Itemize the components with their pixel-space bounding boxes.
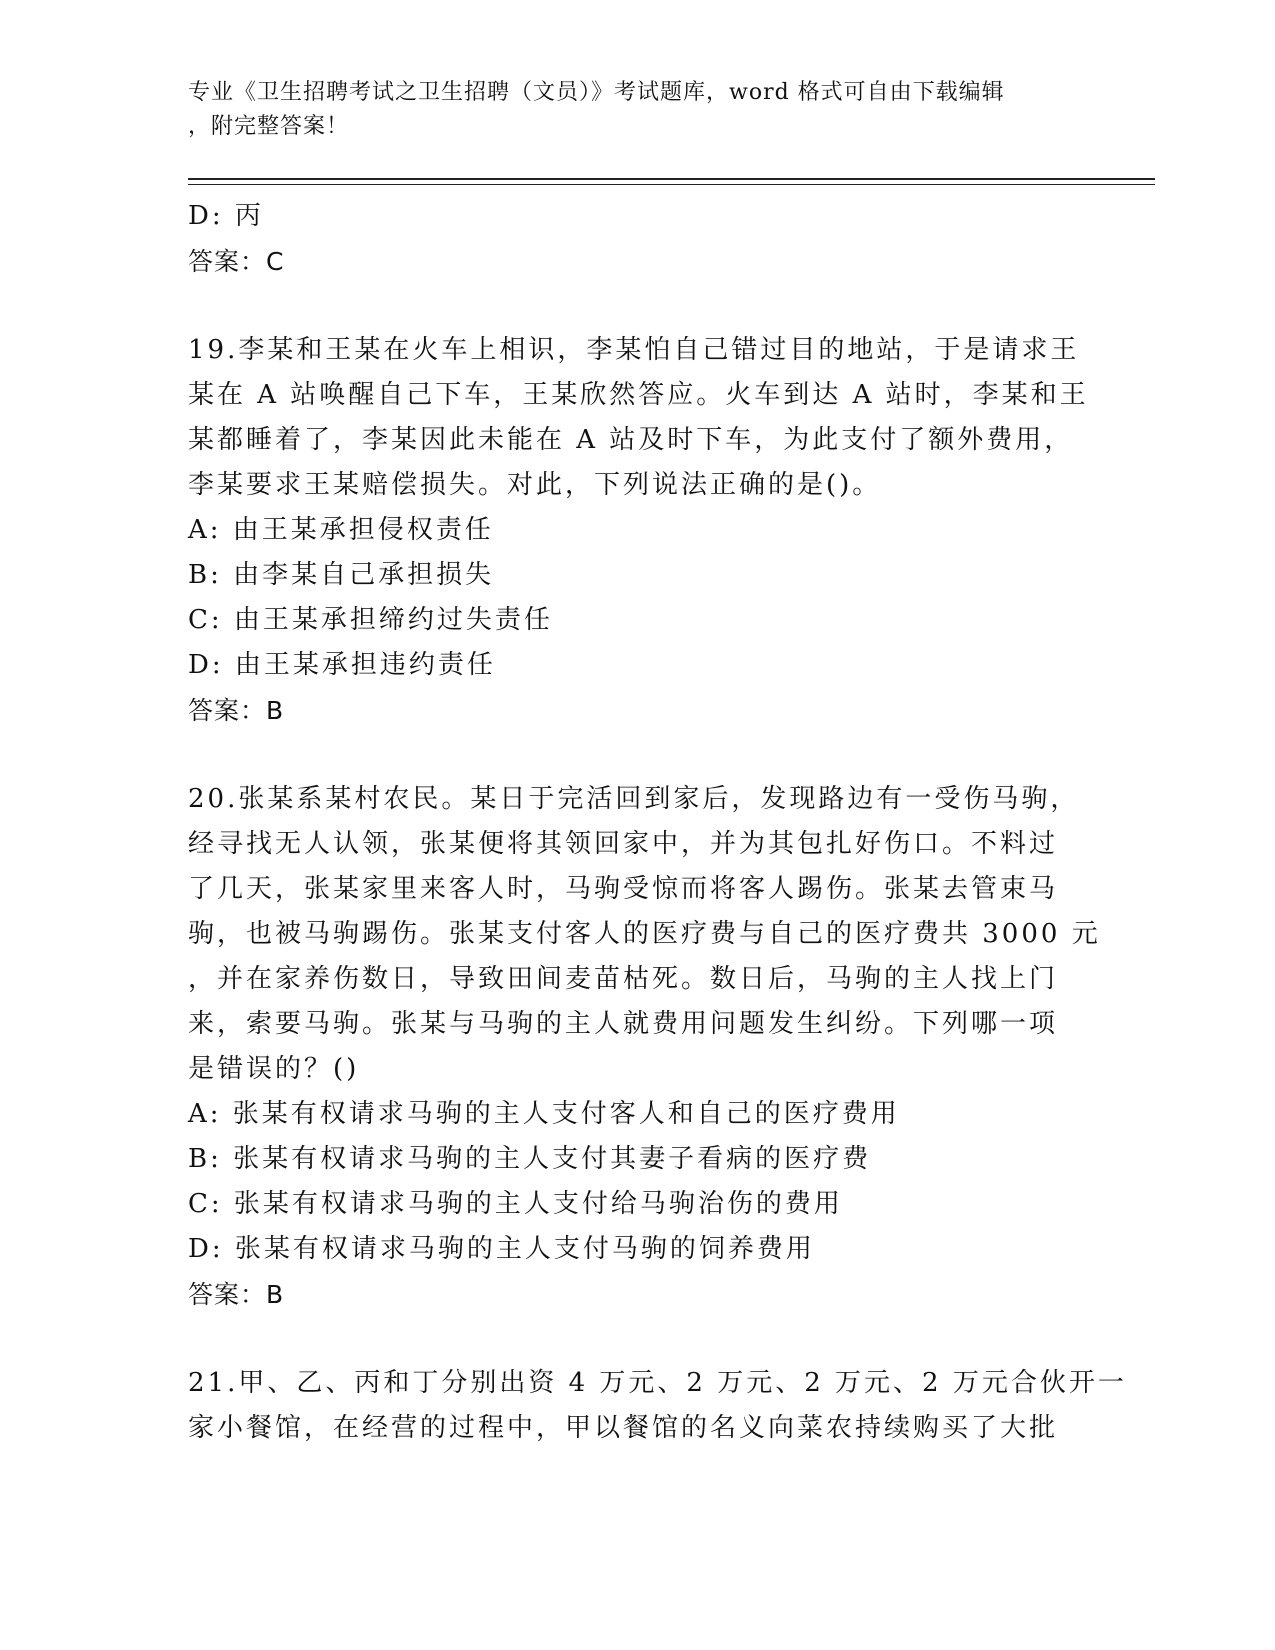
header-divider-thin	[188, 184, 1155, 185]
q20-option-b: B: 张某有权请求马驹的主人支付其妻子看病的医疗费	[188, 1144, 872, 1174]
q20-option-c: C: 张某有权请求马驹的主人支付给马驹治伤的费用	[188, 1189, 843, 1219]
q20-answer: 答案：B	[188, 1280, 285, 1309]
question-20	[188, 777, 1101, 1317]
q20-stem-line: 来，索要马驹。张某与马驹的主人就费用问题发生纠纷。下列哪一项	[188, 1009, 1059, 1039]
q20-stem-line: 20.张某系某村农民。某日于完活回到家后，发现路边有一受伤马驹，	[188, 784, 1080, 814]
prev-option-d: D: 丙	[188, 201, 264, 231]
q20-option-d: D: 张某有权请求马驹的主人支付马驹的饲养费用	[188, 1234, 815, 1264]
spacer	[188, 733, 1088, 777]
spacer	[188, 284, 1088, 328]
question-21	[188, 1361, 1127, 1451]
page-header	[188, 76, 1068, 144]
q20-stem-line: 驹，也被马驹踢伤。张某支付客人的医疗费与自己的医疗费共 3000 元	[188, 919, 1101, 949]
header-divider-thick	[188, 178, 1155, 180]
q19-option-d: D: 由王某承担违约责任	[188, 650, 496, 680]
q21-stem-line: 家小餐馆，在经营的过程中，甲以餐馆的名义向菜农持续购买了大批	[188, 1413, 1059, 1443]
q20-option-a: A: 张某有权请求马驹的主人支付客人和自己的医疗费用	[188, 1099, 900, 1129]
q19-stem-line: 19.李某和王某在火车上相识，李某怕自己错过目的地站，于是请求王	[188, 335, 1080, 365]
header-title-line-2: ，附完整答案！	[188, 114, 350, 139]
q19-stem-line: 某在 A 站唤醒自己下车，王某欣然答应。火车到达 A 站时，李某和王	[188, 380, 1089, 410]
q20-stem-line: 是错误的？()	[188, 1054, 360, 1084]
prev-answer: 答案：C	[188, 247, 285, 276]
q19-option-a: A: 由王某承担侵权责任	[188, 515, 494, 545]
header-title-line-1: 专业《卫生招聘考试之卫生招聘（文员）》考试题库，word 格式可自由下载编辑	[188, 80, 1005, 105]
document-body	[188, 194, 1127, 1451]
question-19	[188, 328, 1088, 733]
spacer	[188, 1317, 1088, 1361]
q20-stem-line: 了几天，张某家里来客人时，马驹受惊而将客人踢伤。张某去管束马	[188, 874, 1059, 904]
q19-option-c: C: 由王某承担缔约过失责任	[188, 605, 553, 635]
q21-stem-line: 21.甲、乙、丙和丁分别出资 4 万元、2 万元、2 万元、2 万元合伙开一	[188, 1368, 1127, 1398]
q19-answer: 答案：B	[188, 696, 285, 725]
q20-stem-line: ，并在家养伤数日，导致田间麦苗枯死。数日后，马驹的主人找上门	[188, 964, 1059, 994]
q20-stem-line: 经寻找无人认领，张某便将其领回家中，并为其包扎好伤口。不料过	[188, 829, 1059, 859]
q19-stem-line: 李某要求王某赔偿损失。对此，下列说法正确的是()。	[188, 470, 882, 500]
q19-stem-line: 某都睡着了，李某因此未能在 A 站及时下车，为此支付了额外费用，	[188, 425, 1074, 455]
q19-option-b: B: 由李某自己承担损失	[188, 560, 495, 590]
